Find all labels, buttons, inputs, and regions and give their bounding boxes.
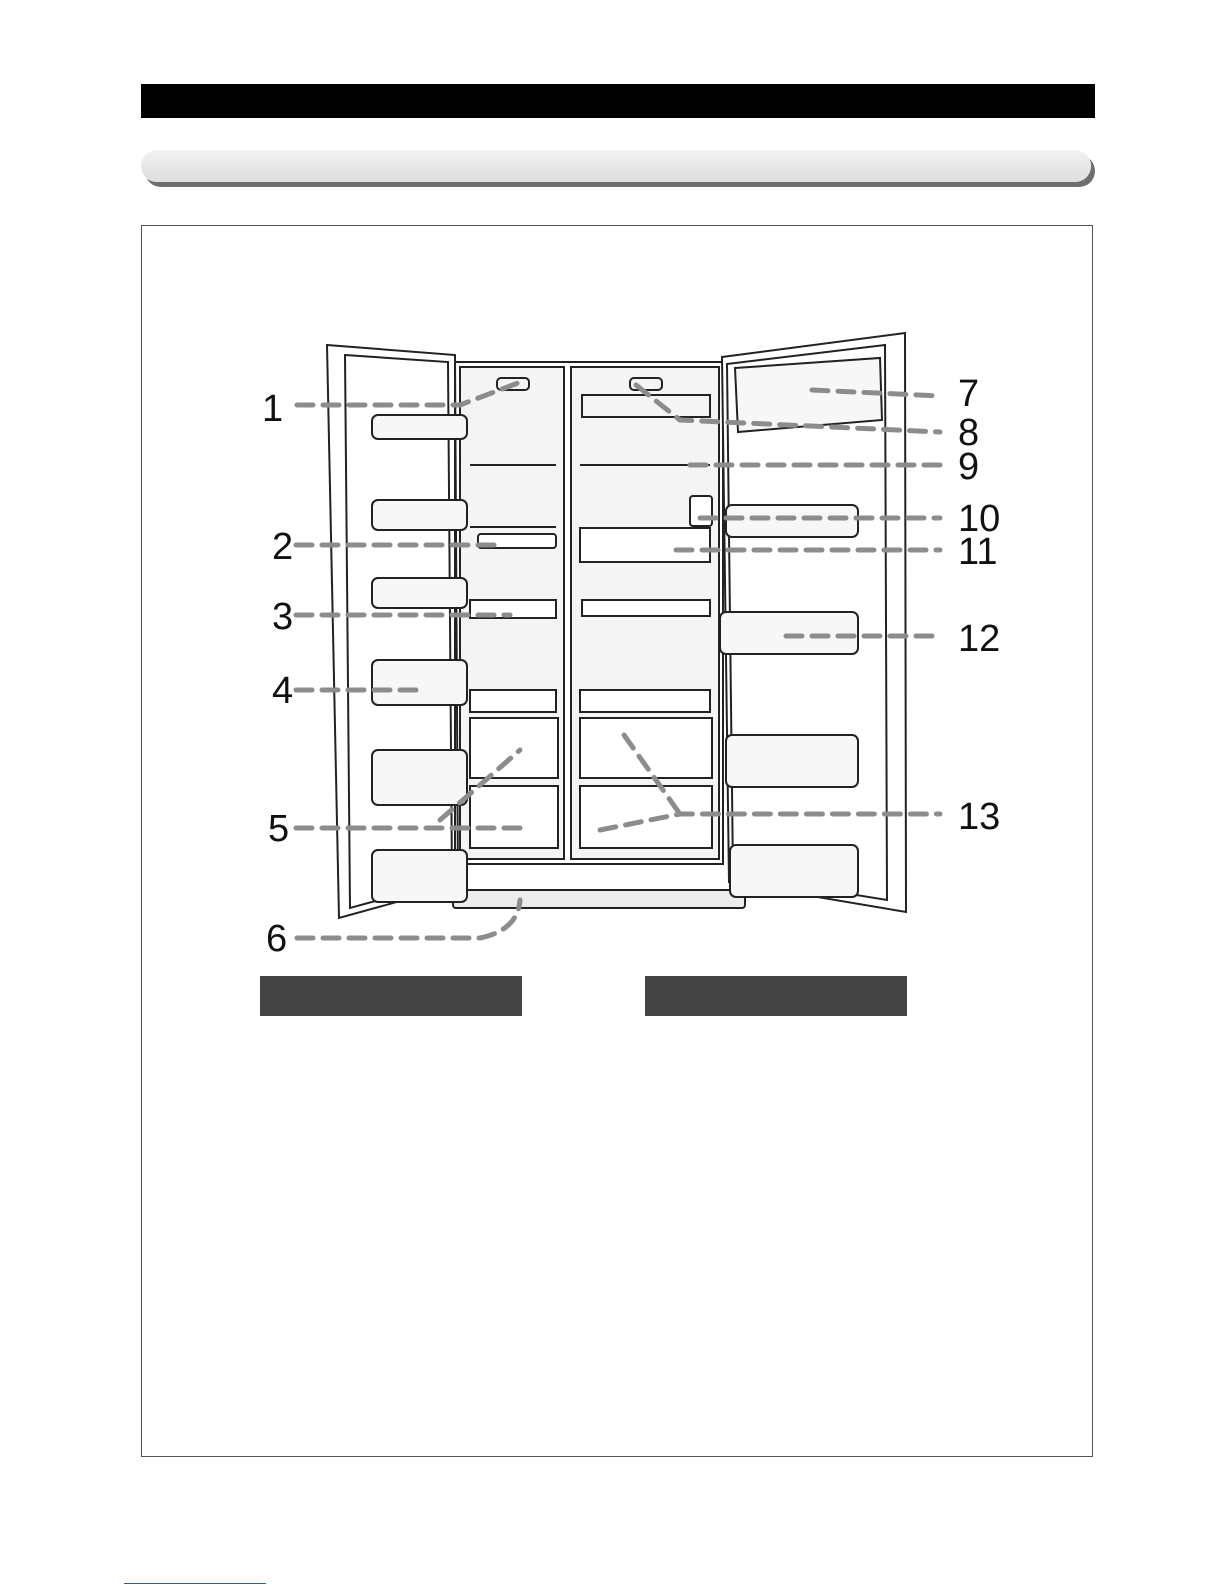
right-door-bin bbox=[726, 735, 858, 787]
freezer-drawer bbox=[470, 718, 558, 778]
callout-number-12: 12 bbox=[958, 618, 1001, 660]
right-door-bin bbox=[730, 845, 858, 897]
callout-number-4: 4 bbox=[272, 670, 294, 712]
fridge-drawer bbox=[580, 786, 712, 848]
right-door-bin bbox=[726, 505, 858, 537]
callout-number-7: 7 bbox=[958, 373, 980, 415]
callout-number-10: 10 bbox=[958, 498, 1001, 540]
callout-number-11: 11 bbox=[958, 531, 998, 573]
dairy-compartment bbox=[735, 358, 882, 432]
egg-container bbox=[690, 496, 712, 526]
callout-number-1: 1 bbox=[262, 388, 284, 430]
callout-number-3: 3 bbox=[272, 596, 294, 638]
fridge-label-bar bbox=[645, 976, 907, 1016]
callout-number-8: 8 bbox=[958, 412, 980, 454]
freezer-drawer bbox=[470, 786, 558, 848]
freezer-label-bar bbox=[260, 976, 522, 1016]
left-door-bin bbox=[372, 850, 467, 902]
left-door-bin bbox=[372, 415, 467, 439]
callout-number-2: 2 bbox=[272, 526, 294, 568]
callout-number-13: 13 bbox=[958, 796, 1001, 838]
callout-number-9: 9 bbox=[958, 446, 980, 488]
callout-number-6: 6 bbox=[266, 918, 288, 960]
left-door-bin bbox=[372, 660, 467, 705]
left-door-bin bbox=[372, 750, 467, 805]
fridge-tilting-shelf bbox=[580, 528, 710, 562]
left-door-bin bbox=[372, 500, 467, 530]
base-grille bbox=[453, 890, 745, 908]
right-door-bin bbox=[720, 612, 858, 654]
left-door-bin bbox=[372, 578, 467, 608]
callout-number-5: 5 bbox=[268, 808, 290, 850]
